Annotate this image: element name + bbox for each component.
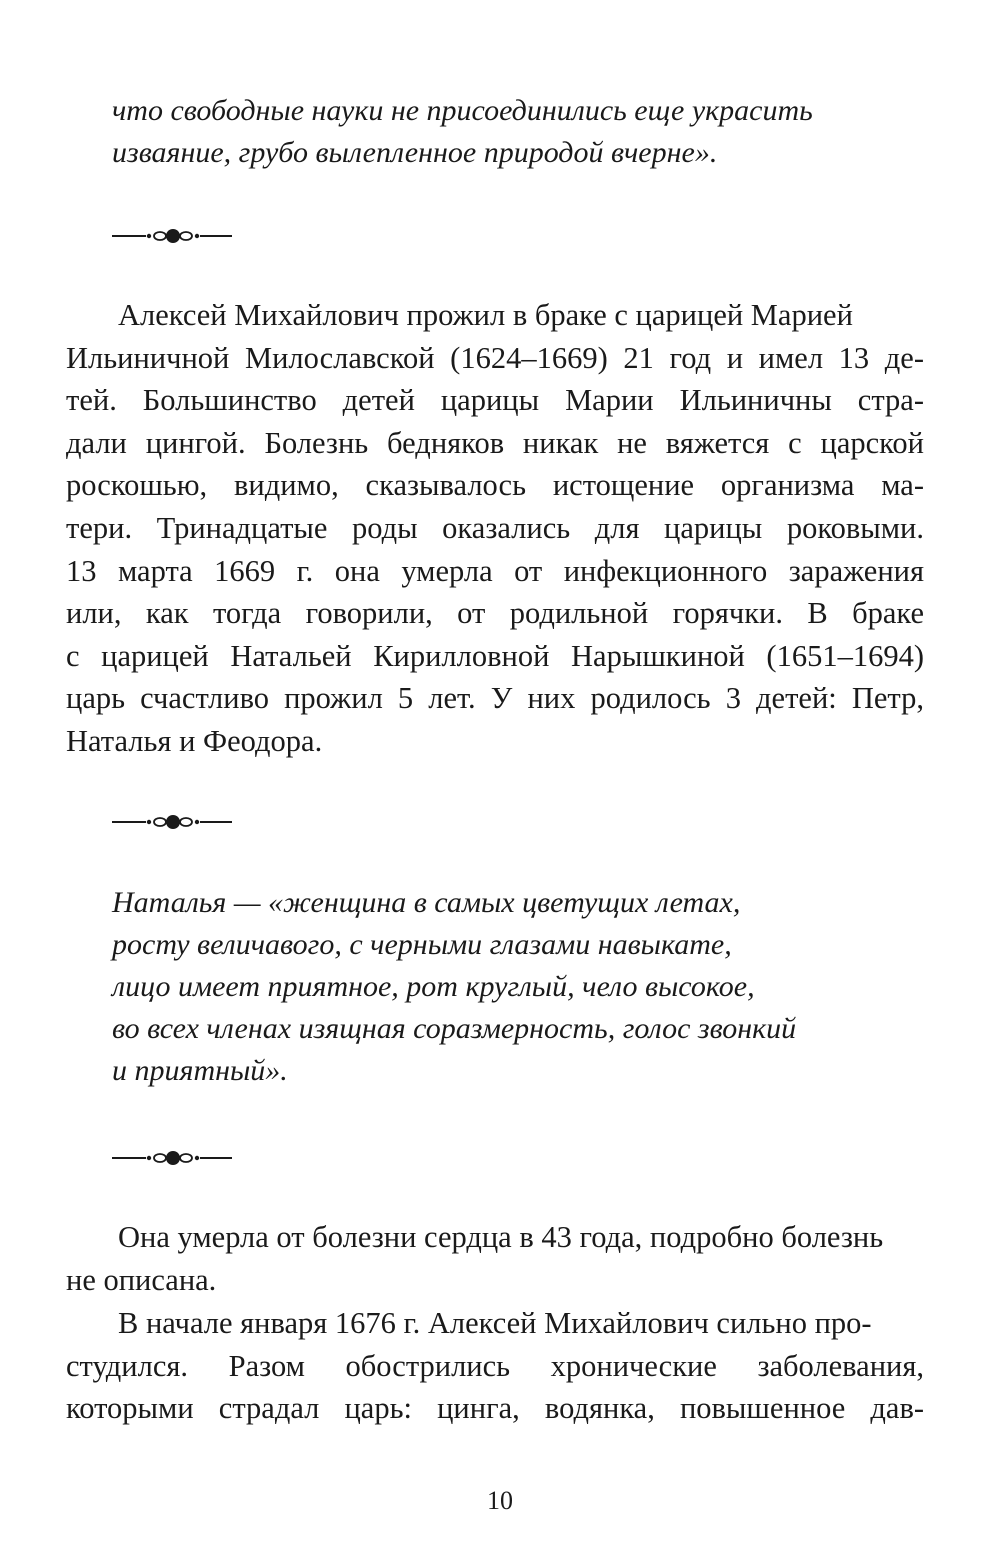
paragraph-line: или, как тогда говорили, от родильной горячки. В браке <box>66 596 924 631</box>
paragraph-3 <box>66 1302 924 1430</box>
quote-line: что свободные науки не присоединились еще украсить <box>112 94 813 127</box>
paragraph-line: тери. Тринадцатые роды оказались для царицы роковыми. <box>66 510 924 545</box>
page-number: 10 <box>487 1486 513 1515</box>
fleuron-divider-icon <box>110 1148 234 1168</box>
fleuron-divider-icon <box>110 226 234 246</box>
paragraph-line: Наталья и Феодора. <box>66 723 323 758</box>
paragraph-line: Ильиничной Милославской (1624–1669) 21 год и имел 13 де- <box>66 340 924 375</box>
paragraph-line: Она умерла от болезни сердца в 43 года, подробно болезнь <box>118 1220 884 1254</box>
fleuron-divider-icon <box>110 812 234 832</box>
paragraph-line: которыми страдал царь: цинга, водянка, повышенное дав- <box>66 1391 924 1426</box>
quote-line: Наталья — «женщина в самых цветущих летах, <box>112 886 741 919</box>
paragraph-line: царь счастливо прожил 5 лет. У них родилось 3 детей: Петр, <box>66 681 924 716</box>
paragraph-2 <box>66 1216 924 1301</box>
quote-line: и приятный». <box>112 1054 288 1087</box>
paragraph-line: дали цингой. Болезнь бедняков никак не вяжется с царской <box>66 425 924 460</box>
quote-line: во всех членах изящная соразмерность, голос звонкий <box>112 1012 797 1045</box>
quote-block-1 <box>112 90 872 174</box>
paragraph-line: студился. Разом обострились хронические заболевания, <box>66 1348 924 1383</box>
paragraph-line: В начале января 1676 г. Алексей Михайлович сильно про- <box>118 1306 872 1340</box>
quote-line: росту величавого, с черными глазами навыкате, <box>112 928 732 961</box>
paragraph-line: роскошью, видимо, сказывалось истощение организма ма- <box>66 468 924 503</box>
paragraph-line: Алексей Михайлович прожил в браке с царицей Марией <box>118 298 853 332</box>
paragraph-line: тей. Большинство детей царицы Марии Ильиничны стра- <box>66 383 924 418</box>
quote-line: лицо имеет приятное, рот круглый, чело высокое, <box>112 970 755 1003</box>
paragraph-1 <box>66 294 924 763</box>
paragraph-line: 13 марта 1669 г. она умерла от инфекционного заражения <box>66 553 924 588</box>
paragraph-line: с царицей Натальей Кирилловной Нарышкиной (1651–1694) <box>66 638 924 673</box>
quote-line: изваяние, грубо вылепленное природой вчерне». <box>112 136 718 169</box>
paragraph-line: не описана. <box>66 1262 217 1297</box>
quote-block-2 <box>112 882 872 1092</box>
